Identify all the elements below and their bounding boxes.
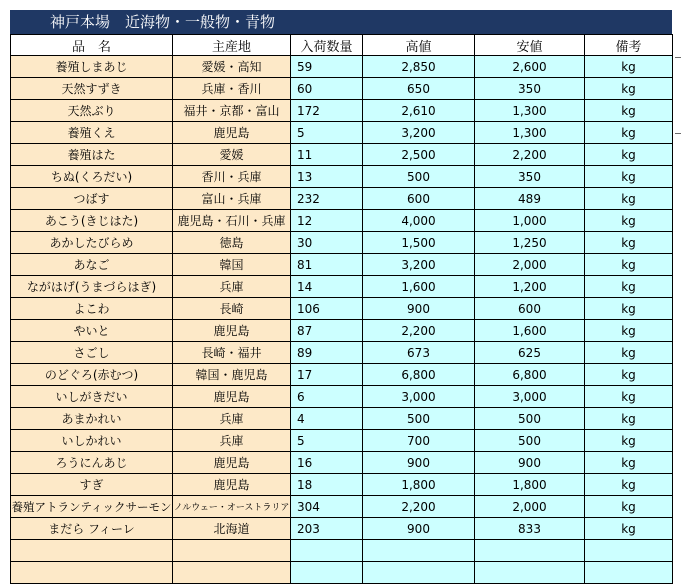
cell-qty: 203 bbox=[291, 518, 363, 540]
cell-low: 600 bbox=[475, 298, 585, 320]
table-row bbox=[11, 320, 673, 342]
table-row bbox=[11, 364, 673, 386]
cell-qty: 106 bbox=[291, 298, 363, 320]
cell-name: 天然すずき bbox=[11, 78, 173, 100]
header-low: 安値 bbox=[475, 35, 585, 56]
cell-note: kg bbox=[585, 320, 673, 342]
table-row bbox=[11, 452, 673, 474]
cell-origin: 兵庫・香川 bbox=[173, 78, 291, 100]
cell-origin: 富山・兵庫 bbox=[173, 188, 291, 210]
cell-qty: 6 bbox=[291, 386, 363, 408]
cell-name bbox=[11, 562, 173, 584]
cell-name bbox=[11, 540, 173, 562]
cell-origin: 北海道 bbox=[173, 518, 291, 540]
table-row bbox=[11, 562, 673, 584]
cell-high: 700 bbox=[363, 430, 475, 452]
cell-low: 2,600 bbox=[475, 56, 585, 78]
cell-high: 2,500 bbox=[363, 144, 475, 166]
cell-origin: 愛媛 bbox=[173, 144, 291, 166]
cell-name: いしがきだい bbox=[11, 386, 173, 408]
cell-note: kg bbox=[585, 56, 673, 78]
cell-note: kg bbox=[585, 232, 673, 254]
cell-low: 500 bbox=[475, 430, 585, 452]
cell-high: 650 bbox=[363, 78, 475, 100]
cell-low: 900 bbox=[475, 452, 585, 474]
cell-low: 2,000 bbox=[475, 496, 585, 518]
cell-low: 1,600 bbox=[475, 320, 585, 342]
cell-qty: 18 bbox=[291, 474, 363, 496]
cell-origin bbox=[173, 540, 291, 562]
cell-note: kg bbox=[585, 144, 673, 166]
cell-origin: 長崎・福井 bbox=[173, 342, 291, 364]
cell-origin: 鹿児島 bbox=[173, 122, 291, 144]
cell-qty: 172 bbox=[291, 100, 363, 122]
cell-high: 900 bbox=[363, 452, 475, 474]
table-row bbox=[11, 144, 673, 166]
cell-note: kg bbox=[585, 166, 673, 188]
table-row bbox=[11, 254, 673, 276]
cell-note: kg bbox=[585, 408, 673, 430]
cell-origin: ノルウェー・オーストラリア bbox=[173, 496, 291, 518]
cell-origin: 徳島 bbox=[173, 232, 291, 254]
cell-qty bbox=[291, 540, 363, 562]
cell-origin: 鹿児島・石川・兵庫 bbox=[173, 210, 291, 232]
cell-name: ちぬ(くろだい) bbox=[11, 166, 173, 188]
cell-name: よこわ bbox=[11, 298, 173, 320]
cell-low: 1,000 bbox=[475, 210, 585, 232]
header-high: 高値 bbox=[363, 35, 475, 56]
cell-note: kg bbox=[585, 474, 673, 496]
table-row bbox=[11, 210, 673, 232]
cell-name: 養殖はた bbox=[11, 144, 173, 166]
cell-qty: 232 bbox=[291, 188, 363, 210]
cell-name: のどぐろ(赤むつ) bbox=[11, 364, 173, 386]
cell-low: 1,300 bbox=[475, 100, 585, 122]
cell-low: 489 bbox=[475, 188, 585, 210]
cell-qty: 87 bbox=[291, 320, 363, 342]
cell-note: kg bbox=[585, 100, 673, 122]
table-row bbox=[11, 518, 673, 540]
header-origin: 主産地 bbox=[173, 35, 291, 56]
table-row bbox=[11, 166, 673, 188]
cell-note: kg bbox=[585, 298, 673, 320]
table-row bbox=[11, 342, 673, 364]
table-row bbox=[11, 496, 673, 518]
sheet-title: 神戸本場 近海物・一般物・青物 bbox=[10, 10, 672, 34]
cell-name: ながはげ(うまづらはぎ) bbox=[11, 276, 173, 298]
cell-low: 1,250 bbox=[475, 232, 585, 254]
cell-origin: 鹿児島 bbox=[173, 474, 291, 496]
cell-qty: 12 bbox=[291, 210, 363, 232]
margin-tick bbox=[675, 133, 681, 134]
cell-origin: 兵庫 bbox=[173, 276, 291, 298]
cell-note: kg bbox=[585, 518, 673, 540]
cell-note: kg bbox=[585, 386, 673, 408]
cell-origin: 韓国・鹿児島 bbox=[173, 364, 291, 386]
cell-low: 2,000 bbox=[475, 254, 585, 276]
cell-qty: 89 bbox=[291, 342, 363, 364]
cell-note: kg bbox=[585, 342, 673, 364]
cell-high: 3,200 bbox=[363, 122, 475, 144]
cell-qty: 16 bbox=[291, 452, 363, 474]
cell-name: さごし bbox=[11, 342, 173, 364]
cell-high: 500 bbox=[363, 166, 475, 188]
cell-qty: 304 bbox=[291, 496, 363, 518]
cell-origin: 福井・京都・富山 bbox=[173, 100, 291, 122]
cell-high: 4,000 bbox=[363, 210, 475, 232]
margin-tick bbox=[675, 57, 681, 58]
cell-note: kg bbox=[585, 452, 673, 474]
cell-qty: 14 bbox=[291, 276, 363, 298]
cell-origin: 鹿児島 bbox=[173, 452, 291, 474]
cell-high: 1,600 bbox=[363, 276, 475, 298]
cell-note bbox=[585, 540, 673, 562]
cell-name: まだら フィーレ bbox=[11, 518, 173, 540]
cell-low: 625 bbox=[475, 342, 585, 364]
cell-name: つばす bbox=[11, 188, 173, 210]
cell-qty: 59 bbox=[291, 56, 363, 78]
cell-qty: 13 bbox=[291, 166, 363, 188]
cell-high: 2,850 bbox=[363, 56, 475, 78]
table-row bbox=[11, 298, 673, 320]
table-row bbox=[11, 122, 673, 144]
table-row bbox=[11, 430, 673, 452]
cell-low: 6,800 bbox=[475, 364, 585, 386]
cell-low: 2,200 bbox=[475, 144, 585, 166]
cell-note: kg bbox=[585, 78, 673, 100]
cell-qty: 81 bbox=[291, 254, 363, 276]
cell-high: 3,200 bbox=[363, 254, 475, 276]
cell-note: kg bbox=[585, 364, 673, 386]
table-row bbox=[11, 100, 673, 122]
cell-note: kg bbox=[585, 254, 673, 276]
cell-qty: 17 bbox=[291, 364, 363, 386]
table-row bbox=[11, 56, 673, 78]
cell-high: 673 bbox=[363, 342, 475, 364]
cell-high: 2,200 bbox=[363, 496, 475, 518]
cell-name: ろうにんあじ bbox=[11, 452, 173, 474]
cell-low: 1,300 bbox=[475, 122, 585, 144]
cell-origin: 兵庫 bbox=[173, 408, 291, 430]
cell-note: kg bbox=[585, 276, 673, 298]
cell-qty: 60 bbox=[291, 78, 363, 100]
cell-high: 900 bbox=[363, 518, 475, 540]
cell-qty: 30 bbox=[291, 232, 363, 254]
cell-high bbox=[363, 540, 475, 562]
cell-low: 350 bbox=[475, 166, 585, 188]
price-sheet bbox=[10, 10, 672, 584]
cell-qty: 4 bbox=[291, 408, 363, 430]
cell-low: 833 bbox=[475, 518, 585, 540]
cell-note: kg bbox=[585, 122, 673, 144]
cell-low: 3,000 bbox=[475, 386, 585, 408]
cell-qty: 5 bbox=[291, 430, 363, 452]
table-row bbox=[11, 386, 673, 408]
cell-low bbox=[475, 540, 585, 562]
table-row bbox=[11, 78, 673, 100]
cell-origin: 韓国 bbox=[173, 254, 291, 276]
cell-origin: 長崎 bbox=[173, 298, 291, 320]
cell-low: 350 bbox=[475, 78, 585, 100]
cell-note: kg bbox=[585, 210, 673, 232]
cell-origin: 兵庫 bbox=[173, 430, 291, 452]
cell-note: kg bbox=[585, 496, 673, 518]
cell-low bbox=[475, 562, 585, 584]
cell-high: 3,000 bbox=[363, 386, 475, 408]
cell-high bbox=[363, 562, 475, 584]
cell-note: kg bbox=[585, 188, 673, 210]
cell-high: 600 bbox=[363, 188, 475, 210]
table-row bbox=[11, 276, 673, 298]
cell-name: 天然ぶり bbox=[11, 100, 173, 122]
cell-name: やいと bbox=[11, 320, 173, 342]
cell-note bbox=[585, 562, 673, 584]
cell-qty: 5 bbox=[291, 122, 363, 144]
cell-high: 1,500 bbox=[363, 232, 475, 254]
cell-name: いしかれい bbox=[11, 430, 173, 452]
table-row bbox=[11, 188, 673, 210]
cell-note: kg bbox=[585, 430, 673, 452]
cell-high: 500 bbox=[363, 408, 475, 430]
cell-low: 500 bbox=[475, 408, 585, 430]
cell-low: 1,200 bbox=[475, 276, 585, 298]
cell-origin: 香川・兵庫 bbox=[173, 166, 291, 188]
table-row bbox=[11, 474, 673, 496]
cell-name: あまかれい bbox=[11, 408, 173, 430]
header-qty: 入荷数量 bbox=[291, 35, 363, 56]
cell-origin: 鹿児島 bbox=[173, 386, 291, 408]
cell-origin: 鹿児島 bbox=[173, 320, 291, 342]
cell-low: 1,800 bbox=[475, 474, 585, 496]
cell-origin bbox=[173, 562, 291, 584]
cell-origin: 愛媛・高知 bbox=[173, 56, 291, 78]
table-row bbox=[11, 232, 673, 254]
cell-name: あこう(きじはた) bbox=[11, 210, 173, 232]
cell-name: あかしたびらめ bbox=[11, 232, 173, 254]
price-table bbox=[10, 34, 673, 584]
cell-high: 6,800 bbox=[363, 364, 475, 386]
header-row bbox=[11, 35, 673, 56]
cell-high: 900 bbox=[363, 298, 475, 320]
cell-name: すぎ bbox=[11, 474, 173, 496]
cell-name: 養殖アトランティックサーモン bbox=[11, 496, 173, 518]
header-note: 備考 bbox=[585, 35, 673, 56]
table-row bbox=[11, 540, 673, 562]
cell-high: 2,200 bbox=[363, 320, 475, 342]
cell-high: 1,800 bbox=[363, 474, 475, 496]
cell-high: 2,610 bbox=[363, 100, 475, 122]
table-row bbox=[11, 408, 673, 430]
cell-name: 養殖しまあじ bbox=[11, 56, 173, 78]
cell-qty bbox=[291, 562, 363, 584]
header-name: 品 名 bbox=[11, 35, 173, 56]
cell-name: 養殖くえ bbox=[11, 122, 173, 144]
cell-name: あなご bbox=[11, 254, 173, 276]
cell-qty: 11 bbox=[291, 144, 363, 166]
